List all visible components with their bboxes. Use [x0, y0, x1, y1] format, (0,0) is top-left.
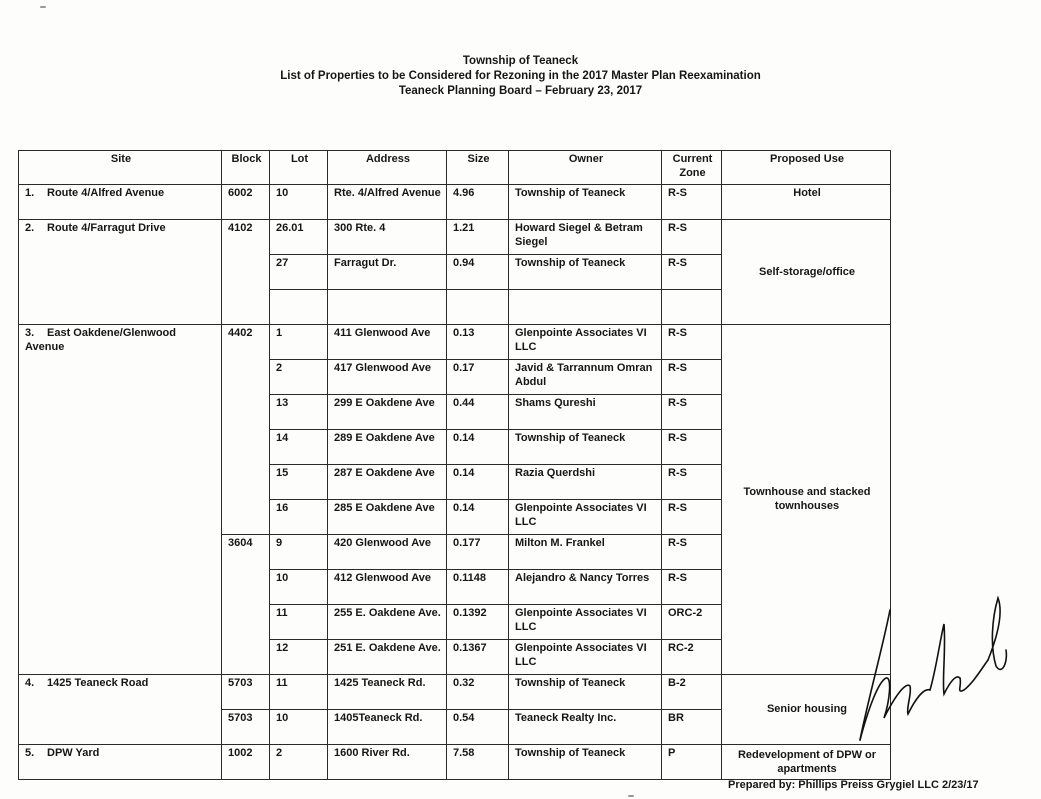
address-cell: Rte. 4/Alfred Avenue — [328, 185, 447, 220]
lot-cell: 11 — [270, 675, 328, 710]
header-title: Township of Teaneck — [462, 55, 579, 67]
site-name: 1425 Teaneck Road — [47, 677, 149, 689]
lot-cell: 1 — [270, 325, 328, 360]
block-cell: 4102 — [222, 220, 270, 325]
scan-speck — [628, 795, 634, 797]
size-cell: 0.94 — [447, 255, 509, 290]
address-cell: 1425 Teaneck Rd. — [328, 675, 447, 710]
owner-cell: Township of Teaneck — [509, 745, 662, 780]
proposed-use-cell: Senior housing — [722, 675, 891, 745]
block-cell: 3604 — [222, 535, 270, 675]
owner-cell: Township of Teaneck — [509, 255, 662, 290]
site-cell — [19, 675, 222, 745]
zone-cell: R-S — [662, 360, 722, 395]
lot-cell: 26.01 — [270, 220, 328, 255]
owner-cell: Howard Siegel & Betram Siegel — [509, 220, 662, 255]
proposed-use-cell: Redevelopment of DPW or apartments — [722, 745, 891, 780]
owner-cell: Township of Teaneck — [509, 675, 662, 710]
table-row — [19, 220, 891, 255]
size-cell: 7.58 — [447, 745, 509, 780]
lot-cell: 16 — [270, 500, 328, 535]
site-cell — [19, 185, 222, 220]
table-header-row — [19, 151, 891, 185]
block-cell: 1002 — [222, 745, 270, 780]
zone-cell: BR — [662, 710, 722, 745]
site-cell — [19, 220, 222, 325]
owner-cell: Glenpointe Associates VI LLC — [509, 325, 662, 360]
spacer-cell — [328, 290, 447, 325]
owner-cell: Township of Teaneck — [509, 185, 662, 220]
zone-cell: RC-2 — [662, 640, 722, 675]
proposed-use-cell: Townhouse and stacked townhouses — [722, 325, 891, 675]
address-cell: 287 E Oakdene Ave — [328, 465, 447, 500]
site-number: 4. — [25, 677, 35, 689]
table-row — [19, 325, 891, 360]
address-cell: 285 E Oakdene Ave — [328, 500, 447, 535]
address-cell: 299 E Oakdene Ave — [328, 395, 447, 430]
address-cell: Farragut Dr. — [328, 255, 447, 290]
zone-cell: R-S — [662, 255, 722, 290]
size-cell: 1.21 — [447, 220, 509, 255]
spacer-cell — [509, 290, 662, 325]
size-cell: 0.17 — [447, 360, 509, 395]
col-header-current-zone: Current Zone — [662, 151, 722, 185]
prepared-by-note: Prepared by: Phillips Preiss Grygiel LLC 2/23/17 — [728, 779, 979, 791]
proposed-use-cell: Self-storage/office — [722, 220, 891, 325]
col-header-lot: Lot — [270, 151, 328, 185]
address-cell: 420 Glenwood Ave — [328, 535, 447, 570]
site-name: DPW Yard — [47, 747, 100, 759]
lot-cell: 11 — [270, 605, 328, 640]
address-cell: 411 Glenwood Ave — [328, 325, 447, 360]
lot-cell: 9 — [270, 535, 328, 570]
zone-cell: B-2 — [662, 675, 722, 710]
size-cell: 0.14 — [447, 500, 509, 535]
scan-speck — [40, 6, 46, 8]
col-header-site: Site — [19, 151, 222, 185]
size-cell: 0.44 — [447, 395, 509, 430]
zone-cell: R-S — [662, 535, 722, 570]
zone-cell: R-S — [662, 430, 722, 465]
owner-cell: Township of Teaneck — [509, 430, 662, 465]
site-name: Route 4/Alfred Avenue — [47, 187, 165, 199]
proposed-use-cell: Hotel — [722, 185, 891, 220]
owner-cell: Razia Querdshi — [509, 465, 662, 500]
site-cell — [19, 325, 222, 675]
zone-cell: R-S — [662, 395, 722, 430]
lot-cell: 2 — [270, 360, 328, 395]
block-cell: 6002 — [222, 185, 270, 220]
address-cell: 1600 River Rd. — [328, 745, 447, 780]
size-cell: 4.96 — [447, 185, 509, 220]
zone-cell: R-S — [662, 500, 722, 535]
address-cell: 251 E. Oakdene Ave. — [328, 640, 447, 675]
table-row — [19, 185, 891, 220]
spacer-cell — [662, 290, 722, 325]
address-cell: 417 Glenwood Ave — [328, 360, 447, 395]
address-cell: 300 Rte. 4 — [328, 220, 447, 255]
zone-cell: P — [662, 745, 722, 780]
spacer-cell — [270, 290, 328, 325]
lot-cell: 27 — [270, 255, 328, 290]
address-cell: 412 Glenwood Ave — [328, 570, 447, 605]
size-cell: 0.1148 — [447, 570, 509, 605]
lot-cell: 10 — [270, 185, 328, 220]
size-cell: 0.14 — [447, 465, 509, 500]
lot-cell: 10 — [270, 710, 328, 745]
address-cell: 1405Teaneck Rd. — [328, 710, 447, 745]
address-cell: 289 E Oakdene Ave — [328, 430, 447, 465]
col-header-block: Block — [222, 151, 270, 185]
zone-cell: R-S — [662, 220, 722, 255]
site-name: Route 4/Farragut Drive — [47, 222, 166, 234]
address-cell: 255 E. Oakdene Ave. — [328, 605, 447, 640]
owner-cell: Shams Qureshi — [509, 395, 662, 430]
site-name: East Oakdene/Glenwood Avenue — [25, 327, 176, 353]
properties-table — [18, 150, 891, 780]
site-cell — [19, 745, 222, 780]
spacer-cell — [447, 290, 509, 325]
owner-cell: Milton M. Frankel — [509, 535, 662, 570]
size-cell: 0.32 — [447, 675, 509, 710]
table-row — [19, 675, 891, 710]
block-cell: 5703 — [222, 710, 270, 745]
zone-cell: R-S — [662, 325, 722, 360]
owner-cell: Teaneck Realty Inc. — [509, 710, 662, 745]
lot-cell: 2 — [270, 745, 328, 780]
owner-cell: Javid & Tarrannum Omran Abdul — [509, 360, 662, 395]
lot-cell: 13 — [270, 395, 328, 430]
col-header-address: Address — [328, 151, 447, 185]
site-number: 3. — [25, 327, 35, 339]
zone-cell: ORC-2 — [662, 605, 722, 640]
zone-cell: R-S — [662, 570, 722, 605]
size-cell: 0.177 — [447, 535, 509, 570]
lot-cell: 12 — [270, 640, 328, 675]
lot-cell: 14 — [270, 430, 328, 465]
size-cell: 0.1392 — [447, 605, 509, 640]
site-number: 1. — [25, 187, 35, 199]
site-number: 5. — [25, 747, 35, 759]
lot-cell: 10 — [270, 570, 328, 605]
size-cell: 0.54 — [447, 710, 509, 745]
col-header-size: Size — [447, 151, 509, 185]
document-header — [0, 54, 1041, 99]
lot-cell: 15 — [270, 465, 328, 500]
col-header-owner: Owner — [509, 151, 662, 185]
zone-cell: R-S — [662, 185, 722, 220]
block-cell: 4402 — [222, 325, 270, 535]
header-date-line: Teaneck Planning Board – February 23, 2017 — [398, 85, 643, 97]
owner-cell: Glenpointe Associates VI LLC — [509, 500, 662, 535]
block-cell: 5703 — [222, 675, 270, 710]
col-header-proposed-use: Proposed Use — [722, 151, 891, 185]
owner-cell: Alejandro & Nancy Torres — [509, 570, 662, 605]
table-row — [19, 745, 891, 780]
owner-cell: Glenpointe Associates VI LLC — [509, 640, 662, 675]
owner-cell: Glenpointe Associates VI LLC — [509, 605, 662, 640]
site-number: 2. — [25, 222, 35, 234]
zone-cell: R-S — [662, 465, 722, 500]
size-cell: 0.13 — [447, 325, 509, 360]
handwritten-signature — [846, 590, 1011, 750]
size-cell: 0.14 — [447, 430, 509, 465]
header-subtitle: List of Properties to be Considered for Rezoning in the 2017 Master Plan Reexamination — [280, 70, 761, 82]
size-cell: 0.1367 — [447, 640, 509, 675]
